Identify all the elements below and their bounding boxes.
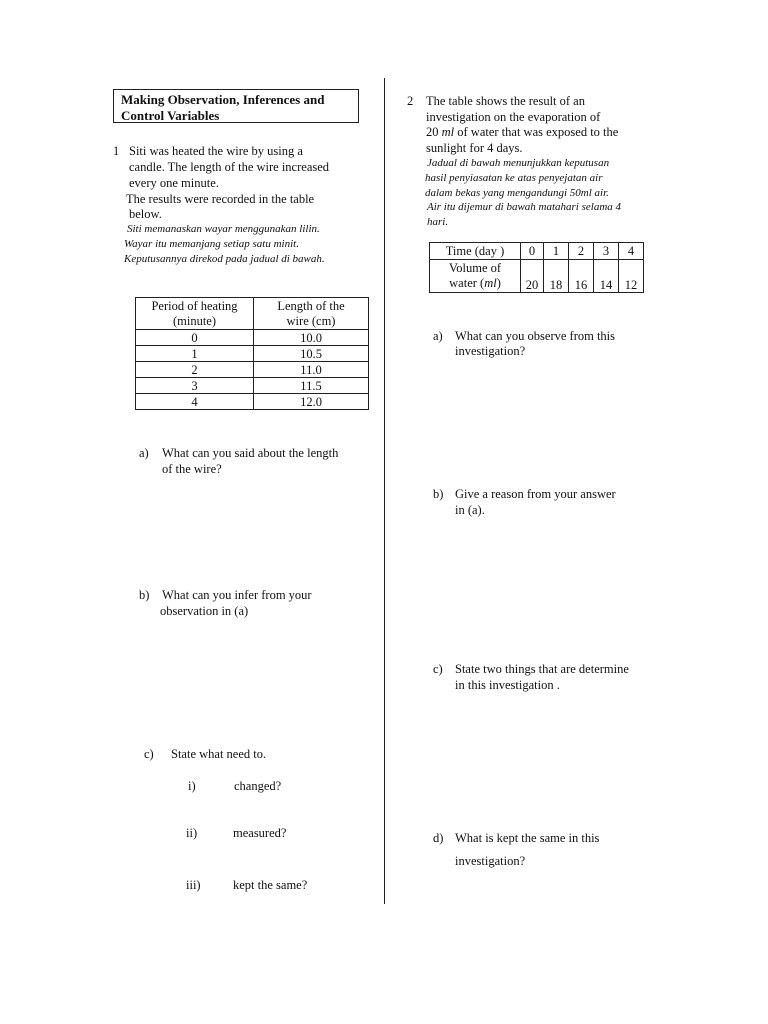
- q2-malay-4: Air itu dijemur di bawah matahari selama 4: [427, 201, 622, 213]
- q2-results-table: [429, 242, 644, 293]
- q2-line-3-wrap: [426, 124, 618, 140]
- q1c-ii-text: measured?: [233, 826, 287, 840]
- q2-day-cell: 3: [594, 243, 619, 260]
- q1c-text: State what need to.: [171, 747, 267, 761]
- q2b-label: b): [433, 487, 444, 501]
- q1-malay-3: Keputusannya direkod pada jadual di bawah.: [124, 253, 325, 265]
- q1-cell-period: 1: [136, 346, 254, 362]
- table-row: [136, 362, 369, 378]
- q1-malay-2: Wayar itu memanjang setiap satu minit.: [124, 238, 299, 250]
- q1-line-5: below.: [129, 207, 162, 221]
- q2-volume-cell: 14: [594, 260, 619, 293]
- q2-malay-1: Jadual di bawah menunjukkan keputusan: [427, 157, 610, 169]
- q2c-line-1: State two things that are determine: [455, 662, 629, 676]
- q2-amount-unit: ml: [441, 125, 455, 139]
- column-divider: [384, 78, 385, 904]
- q2-volume-cell: 12: [619, 260, 644, 293]
- q1-cell-length: 12.0: [254, 394, 369, 410]
- table-row: [136, 346, 369, 362]
- table-row: [136, 330, 369, 346]
- q1-malay-1: Siti memanaskan wayar menggunakan lilin.: [127, 223, 320, 235]
- q1-cell-length: 11.0: [254, 362, 369, 378]
- q2a-line-2: investigation?: [455, 344, 526, 358]
- table-row: [430, 243, 644, 260]
- q2-row-volume-label: [430, 260, 521, 293]
- q2-volume-label-close: ): [496, 276, 501, 290]
- q2-line-2: investigation on the evaporation of: [426, 110, 601, 124]
- q2c-line-2: in this investigation .: [455, 678, 560, 692]
- q1a-line-1: What can you said about the length: [162, 446, 339, 460]
- q2d-line-2: investigation?: [455, 854, 526, 868]
- q1-cell-period: 2: [136, 362, 254, 378]
- q1a-label: a): [139, 446, 149, 460]
- q1-header-length-line2: wire (cm): [286, 313, 336, 328]
- q1-table-header-period: [136, 298, 254, 330]
- q2a-label: a): [433, 329, 443, 343]
- q2-number: 2: [407, 94, 414, 108]
- q1b-line-1: What can you infer from your: [162, 588, 312, 602]
- page-title: [113, 89, 359, 123]
- q1c-iii-text: kept the same?: [233, 878, 308, 892]
- q1c-label: c): [144, 747, 154, 761]
- table-row: [136, 378, 369, 394]
- table-row: [430, 260, 644, 293]
- q2d-line-1: What is kept the same in this: [455, 831, 600, 845]
- q1-header-length-line1: Length of the: [277, 298, 345, 313]
- q1-number: 1: [113, 144, 120, 158]
- q1b-label: b): [139, 588, 150, 602]
- q1-line-1: Siti was heated the wire by using a: [129, 144, 303, 158]
- q2-malay-2: hasil penyiasatan ke atas penyejatan air: [425, 172, 603, 184]
- q2b-line-1: Give a reason from your answer: [455, 487, 616, 501]
- q1c-ii-label: ii): [186, 826, 198, 840]
- q1-header-period-line1: Period of heating: [151, 298, 238, 313]
- q2-line-1: The table shows the result of an: [426, 94, 585, 108]
- q2-volume-unit: ml: [484, 276, 497, 290]
- q1-line-4: The results were recorded in the table: [126, 192, 315, 206]
- q2b-line-2: in (a).: [455, 503, 485, 517]
- q1-line-2: candle. The length of the wire increased: [129, 160, 330, 174]
- q1-cell-period: 3: [136, 378, 254, 394]
- q2-volume-cell: 16: [569, 260, 594, 293]
- q2-line-3: of water that was exposed to the: [457, 125, 619, 139]
- q2-malay-3: dalam bekas yang mengandungi 50ml air.: [425, 187, 609, 199]
- q2-malay-5: hari.: [427, 216, 449, 228]
- q1b-line-2: observation in (a): [160, 604, 249, 618]
- q1-cell-period: 0: [136, 330, 254, 346]
- table-row: [136, 394, 369, 410]
- q2-line-4: sunlight for 4 days.: [426, 141, 523, 155]
- q2a-line-1: What can you observe from this: [455, 329, 616, 343]
- q2-volume-label-line1: Volume of: [448, 261, 502, 275]
- q1-line-3: every one minute.: [129, 176, 219, 190]
- page-title-text: Making Observation, Inferences and Control Variables: [121, 92, 325, 123]
- q1c-i-label: i): [188, 779, 196, 793]
- q1-cell-length: 10.0: [254, 330, 369, 346]
- q2-day-cell: 0: [521, 243, 544, 260]
- q2-volume-label-line2: water (: [449, 276, 485, 290]
- q1c-i-text: changed?: [234, 779, 282, 793]
- q2-amount: 20: [426, 125, 439, 139]
- q1-header-period-line2: (minute): [172, 313, 217, 328]
- q1a-line-2: of the wire?: [162, 462, 222, 476]
- q2-row-time-label: Time (day ): [430, 243, 521, 260]
- q1-cell-period: 4: [136, 394, 254, 410]
- q2-day-cell: 4: [619, 243, 644, 260]
- q2-volume-cell: 20: [521, 260, 544, 293]
- q2-volume-cell: 18: [544, 260, 569, 293]
- q1-cell-length: 10.5: [254, 346, 369, 362]
- q2-day-cell: 1: [544, 243, 569, 260]
- q2c-label: c): [433, 662, 443, 676]
- q1-results-table: [135, 297, 369, 410]
- q1c-iii-label: iii): [186, 878, 201, 892]
- q2-day-cell: 2: [569, 243, 594, 260]
- q1-table-header-length: [254, 298, 369, 330]
- q2d-label: d): [433, 831, 444, 845]
- q1-cell-length: 11.5: [254, 378, 369, 394]
